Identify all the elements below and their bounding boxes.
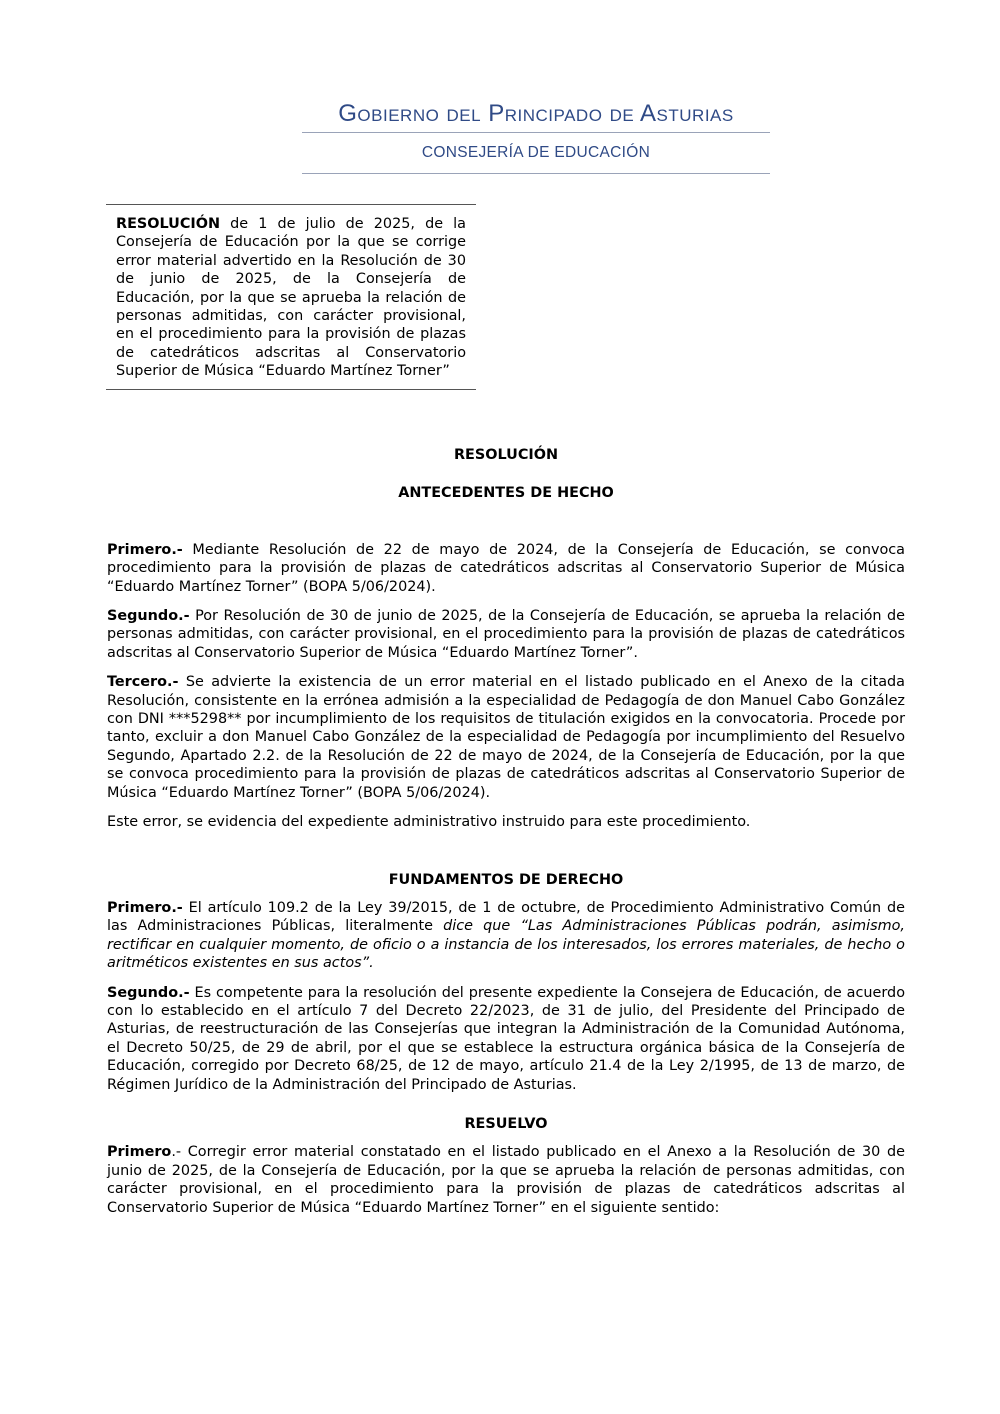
- resuelvo-primero: [107, 1143, 905, 1217]
- heading-resolucion: RESOLUCIÓN: [453, 447, 559, 463]
- fundamento-lead: Segundo.-: [107, 984, 190, 1001]
- heading-antecedentes: ANTECEDENTES DE HECHO: [398, 485, 614, 502]
- antecedente-lead: Segundo.-: [107, 608, 190, 625]
- antecedente-tercero: [107, 673, 905, 802]
- antecedente-lead: Primero.-: [107, 541, 183, 558]
- antecedente-text: Se advierte la existencia de un error material en el listado publicado en el Anexo de la citada Resolución, consistente en la errónea admisión a la especialidad de Pedagogía de don Manuel Cabo González con DNI ***5298** por incumplimiento de los requisitos de titulación exigidos en la convocatoria. Procede por tanto, excluir a don Manuel Cabo González de la especialidad de Pedagogía por incumplimiento del Resuelvo Segundo, Apartado 2.2. de la Resolución de 22 de mayo de 2024, de la Consejería de Educación, por la que se convoca procedimiento para la provisión de plazas de catedráticos adscritas al Conservatorio Superior de Música “Eduardo Martínez Torner” (BOPA 5/06/2024).: [107, 674, 905, 801]
- government-title: Gobierno del Principado de Asturias: [338, 100, 734, 127]
- resuelvo-text: .- Corregir error material constatado en el listado publicado en el Anexo a la Resolución de 30 de junio de 2025, de la Consejería de Educación, por la que se aprueba la relación de personas admitidas, con carácter provisional, en el procedimiento para la provisión de plazas de catedráticos adscritas al Conservatorio Superior de Música “Eduardo Martínez Torner” en el siguiente sentido:: [107, 1144, 905, 1216]
- header-divider-bottom: [302, 173, 770, 174]
- document-body: [107, 446, 905, 1217]
- letterhead: [302, 96, 770, 174]
- fundamento-segundo: [107, 984, 905, 1094]
- antecedentes-note: Este error, se evidencia del expediente administrativo instruido para este procedimiento.: [107, 814, 751, 831]
- antecedente-lead: Tercero.-: [107, 674, 179, 691]
- fundamento-text: Es competente para la resolución del presente expediente la Consejera de Educación, de acuerdo con lo establecido en el artículo 7 del Decreto 22/2023, de 31 de julio, del Presidente del Principado de Asturias, de reestructuración de las Consejerías que integran la Administración de la Comunidad Autónoma, el Decreto 50/25, de 29 de abril, por el que se establece la estructura orgánica básica de la Consejería de Educación, corregido por Decreto 68/25, de 12 de mayo, artículo 21.4 de la Ley 2/1995, de 13 de marzo, de Régimen Jurídico de la Administración del Principado de Asturias.: [107, 984, 905, 1093]
- resolution-summary: [106, 204, 476, 390]
- antecedente-primero: [107, 541, 905, 596]
- summary-lead: RESOLUCIÓN: [116, 216, 221, 232]
- heading-fundamentos: FUNDAMENTOS DE DERECHO: [388, 871, 624, 888]
- fundamento-quote: dice que “Las Administraciones Públicas podrán, asimismo, rectificar en cualquier momento, de oficio o a instancia de los interesados, los errores materiales, de hecho o aritméticos existentes en sus actos”.: [107, 918, 905, 972]
- heading-resuelvo: RESUELVO: [464, 1115, 548, 1132]
- resuelvo-lead: Primero: [107, 1144, 172, 1161]
- summary-text: de 1 de julio de 2025, de la Consejería de Educación por la que se corrige error material advertido en la Resolución de 30 de junio de 2025, de la Consejería de Educación, por la que se aprueba la relación de personas admitidas, con carácter provisional, en el procedimiento para la provisión de plazas de catedráticos adscritas al Conservatorio Superior de Música “Eduardo Martínez Torner”: [116, 216, 466, 380]
- fundamento-text: El artículo 109.2 de la Ley 39/2015, de 1 de octubre, de Procedimiento Administrativo Común de las Administraciones Públicas, literalmente: [107, 899, 905, 935]
- antecedente-segundo: [107, 607, 905, 662]
- antecedente-text: Por Resolución de 30 de junio de 2025, de la Consejería de Educación, se aprueba la relación de personas admitidas, con carácter provisional, en el procedimiento para la provisión de plazas de catedráticos adscritas al Conservatorio Superior de Música “Eduardo Martínez Torner”.: [107, 608, 905, 661]
- antecedente-text: Mediante Resolución de 22 de mayo de 2024, de la Consejería de Educación, se convoca procedimiento para la provisión de plazas de catedráticos adscritas al Conservatorio Superior de Música “Eduardo Martínez Torner” (BOPA 5/06/2024).: [107, 541, 905, 595]
- department-name: CONSEJERÍA DE EDUCACIÓN: [421, 144, 651, 161]
- fundamento-lead: Primero.-: [107, 899, 183, 916]
- fundamento-primero: [107, 899, 905, 973]
